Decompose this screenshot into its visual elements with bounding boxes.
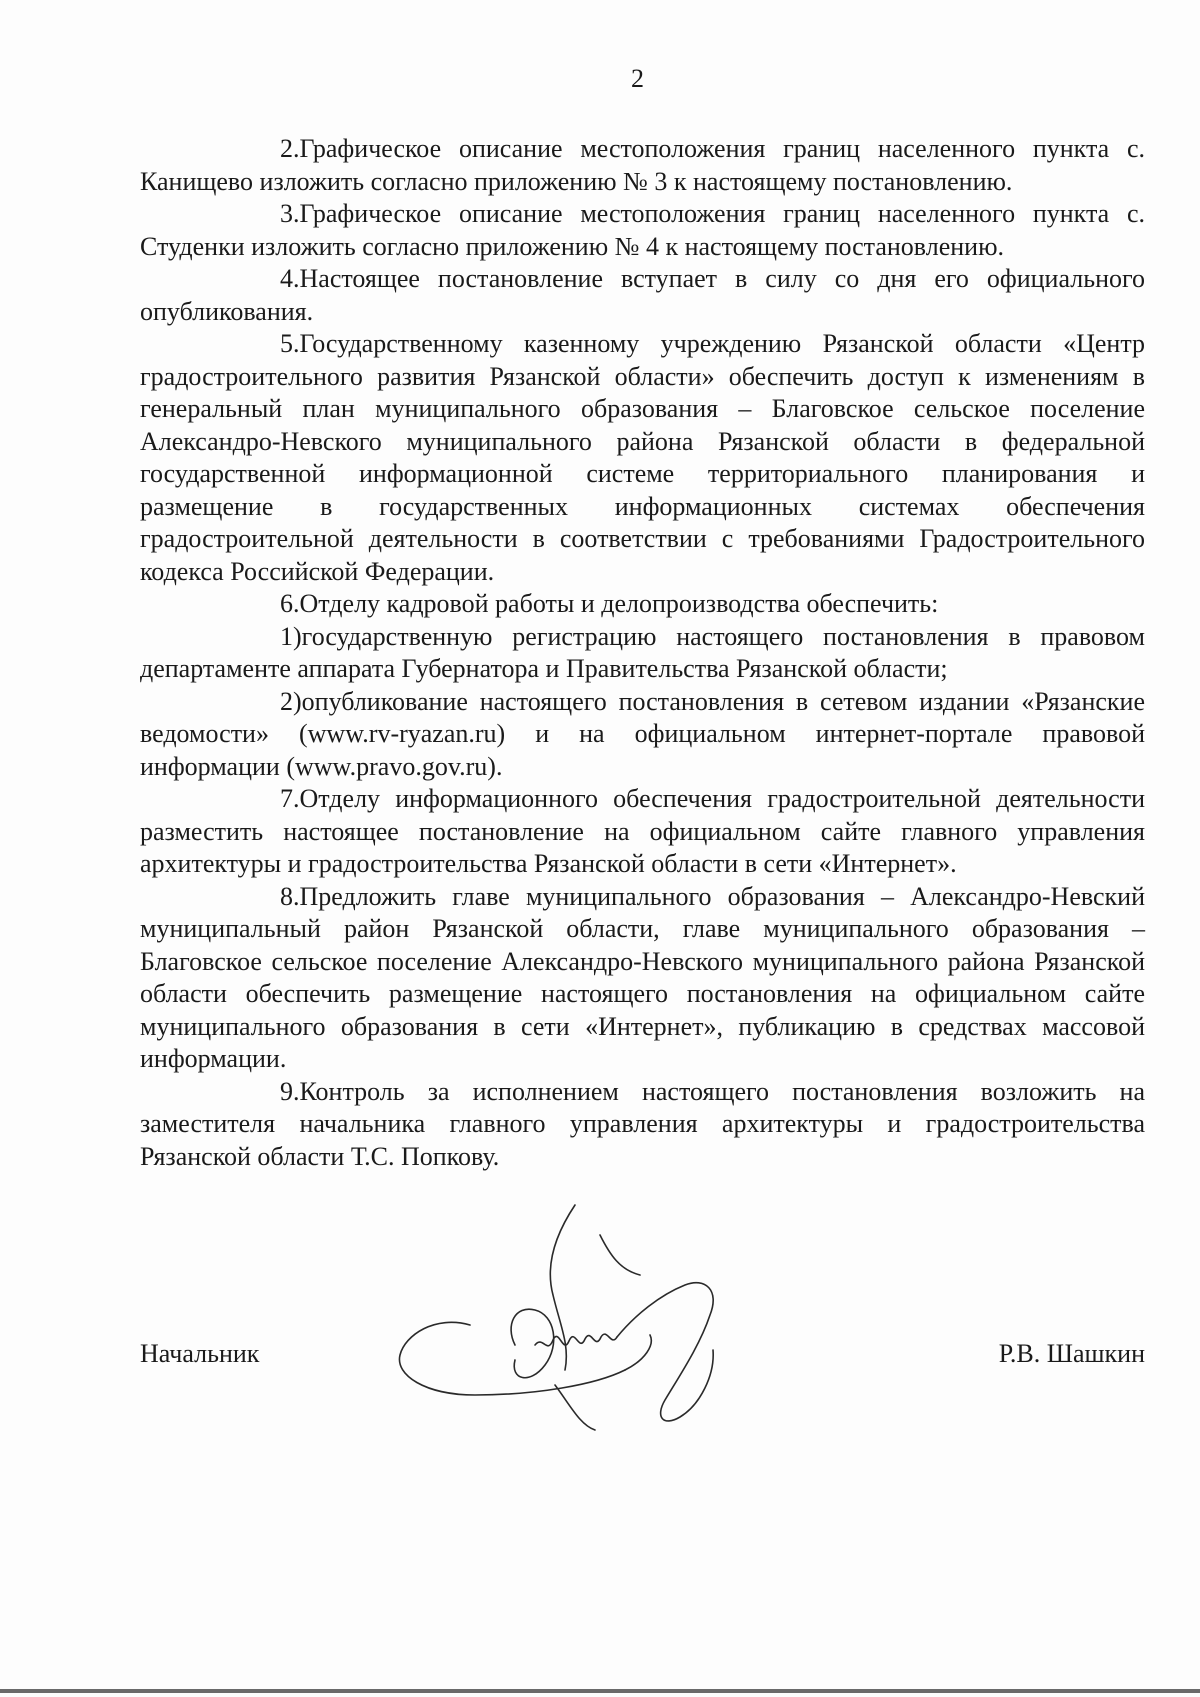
signatory-position: Начальник xyxy=(140,1339,260,1368)
paragraph-number: 2) xyxy=(280,686,302,716)
paragraph-item-7 xyxy=(140,783,1145,881)
paragraph-number: 2. xyxy=(280,134,300,163)
paragraph-text: Настоящее постановление вступает в силу со дня его официального опубликования. xyxy=(140,264,1145,326)
paragraph-number: 6. xyxy=(280,589,300,618)
paragraph-text: Государственному казенному учреждению Рязанской области «Центр градостроительного развития Рязанской области» обеспечить доступ к изменениям в генеральный план муниципального образования – Благовское сельское поселение Александро-Невского муниципального района Рязанской области в федеральной государственной информационной системе территориального планирования и размещение в государственных информационных системах обеспечения градостроительной деятельности в соответствии с требованиями Градостроительного кодекса Российской Федерации. xyxy=(140,329,1145,586)
paragraph-text: Графическое описание местоположения границ населенного пункта с. Канищево изложить согласно приложению № 3 к настоящему постановлению. xyxy=(140,134,1145,196)
paragraph-text: Контроль за исполнением настоящего постановления возложить на заместителя начальника главного управления архитектуры и градостроительства Рязанской области Т.С. Попкову. xyxy=(140,1076,1145,1171)
paragraph-number: 7. xyxy=(280,784,300,813)
handwritten-signature xyxy=(395,1195,775,1435)
paragraph-number: 9. xyxy=(280,1076,300,1106)
paragraph-number: 4. xyxy=(280,264,300,293)
paragraph-text: опубликование настоящего постановления в сетевом издании «Рязанские ведомости» (www.rv-ryazan.ru) и на официальном интернет-портале правовой информации (www.pravo.gov.ru). xyxy=(140,686,1145,781)
paragraph-text: Отделу информационного обеспечения градостроительной деятельности разместить настоящее постановление на официальном сайте главного управления архитектуры и градостроительства Рязанской области в сети «Интернет». xyxy=(140,784,1145,878)
paragraph-number: 1) xyxy=(280,621,302,651)
paragraph-item-4 xyxy=(140,263,1145,328)
paragraph-item-6 xyxy=(140,588,1145,621)
paragraph-item-3 xyxy=(140,198,1145,263)
paragraph-item-2 xyxy=(140,133,1145,198)
paragraph-item-9 xyxy=(140,1076,1145,1174)
paragraph-item-8 xyxy=(140,881,1145,1076)
subparagraph-item-2 xyxy=(140,686,1145,784)
paragraph-number: 3. xyxy=(280,199,300,228)
paragraph-text: Отделу кадровой работы и делопроизводства обеспечить: xyxy=(299,589,939,618)
paragraph-number: 5. xyxy=(280,329,300,358)
signatory-name: Р.В. Шашкин xyxy=(998,1339,1145,1368)
paragraph-number: 8. xyxy=(280,881,300,911)
paragraph-text: Предложить главе муниципального образования – Александро-Невский муниципальный район Рязанской области, главе муниципального образования – Благовское сельское поселение Александро-Невского муниципального района Рязанской области обеспечить размещение настоящего постановления на официальном сайте муниципального образования в сети «Интернет», публикацию в средствах массовой информации. xyxy=(140,881,1145,1073)
paragraph-item-5 xyxy=(140,328,1145,588)
document-body xyxy=(140,133,1145,1173)
subparagraph-item-1 xyxy=(140,621,1145,686)
paragraph-text: Графическое описание местоположения границ населенного пункта с. Студенки изложить согласно приложению № 4 к настоящему постановлению. xyxy=(140,199,1145,261)
signature-block xyxy=(140,1338,1145,1378)
paragraph-text: государственную регистрацию настоящего постановления в правовом департаменте аппарата Губернатора и Правительства Рязанской области; xyxy=(140,621,1145,683)
page-number: 2 xyxy=(631,64,644,93)
scan-edge-divider xyxy=(0,1689,1200,1693)
